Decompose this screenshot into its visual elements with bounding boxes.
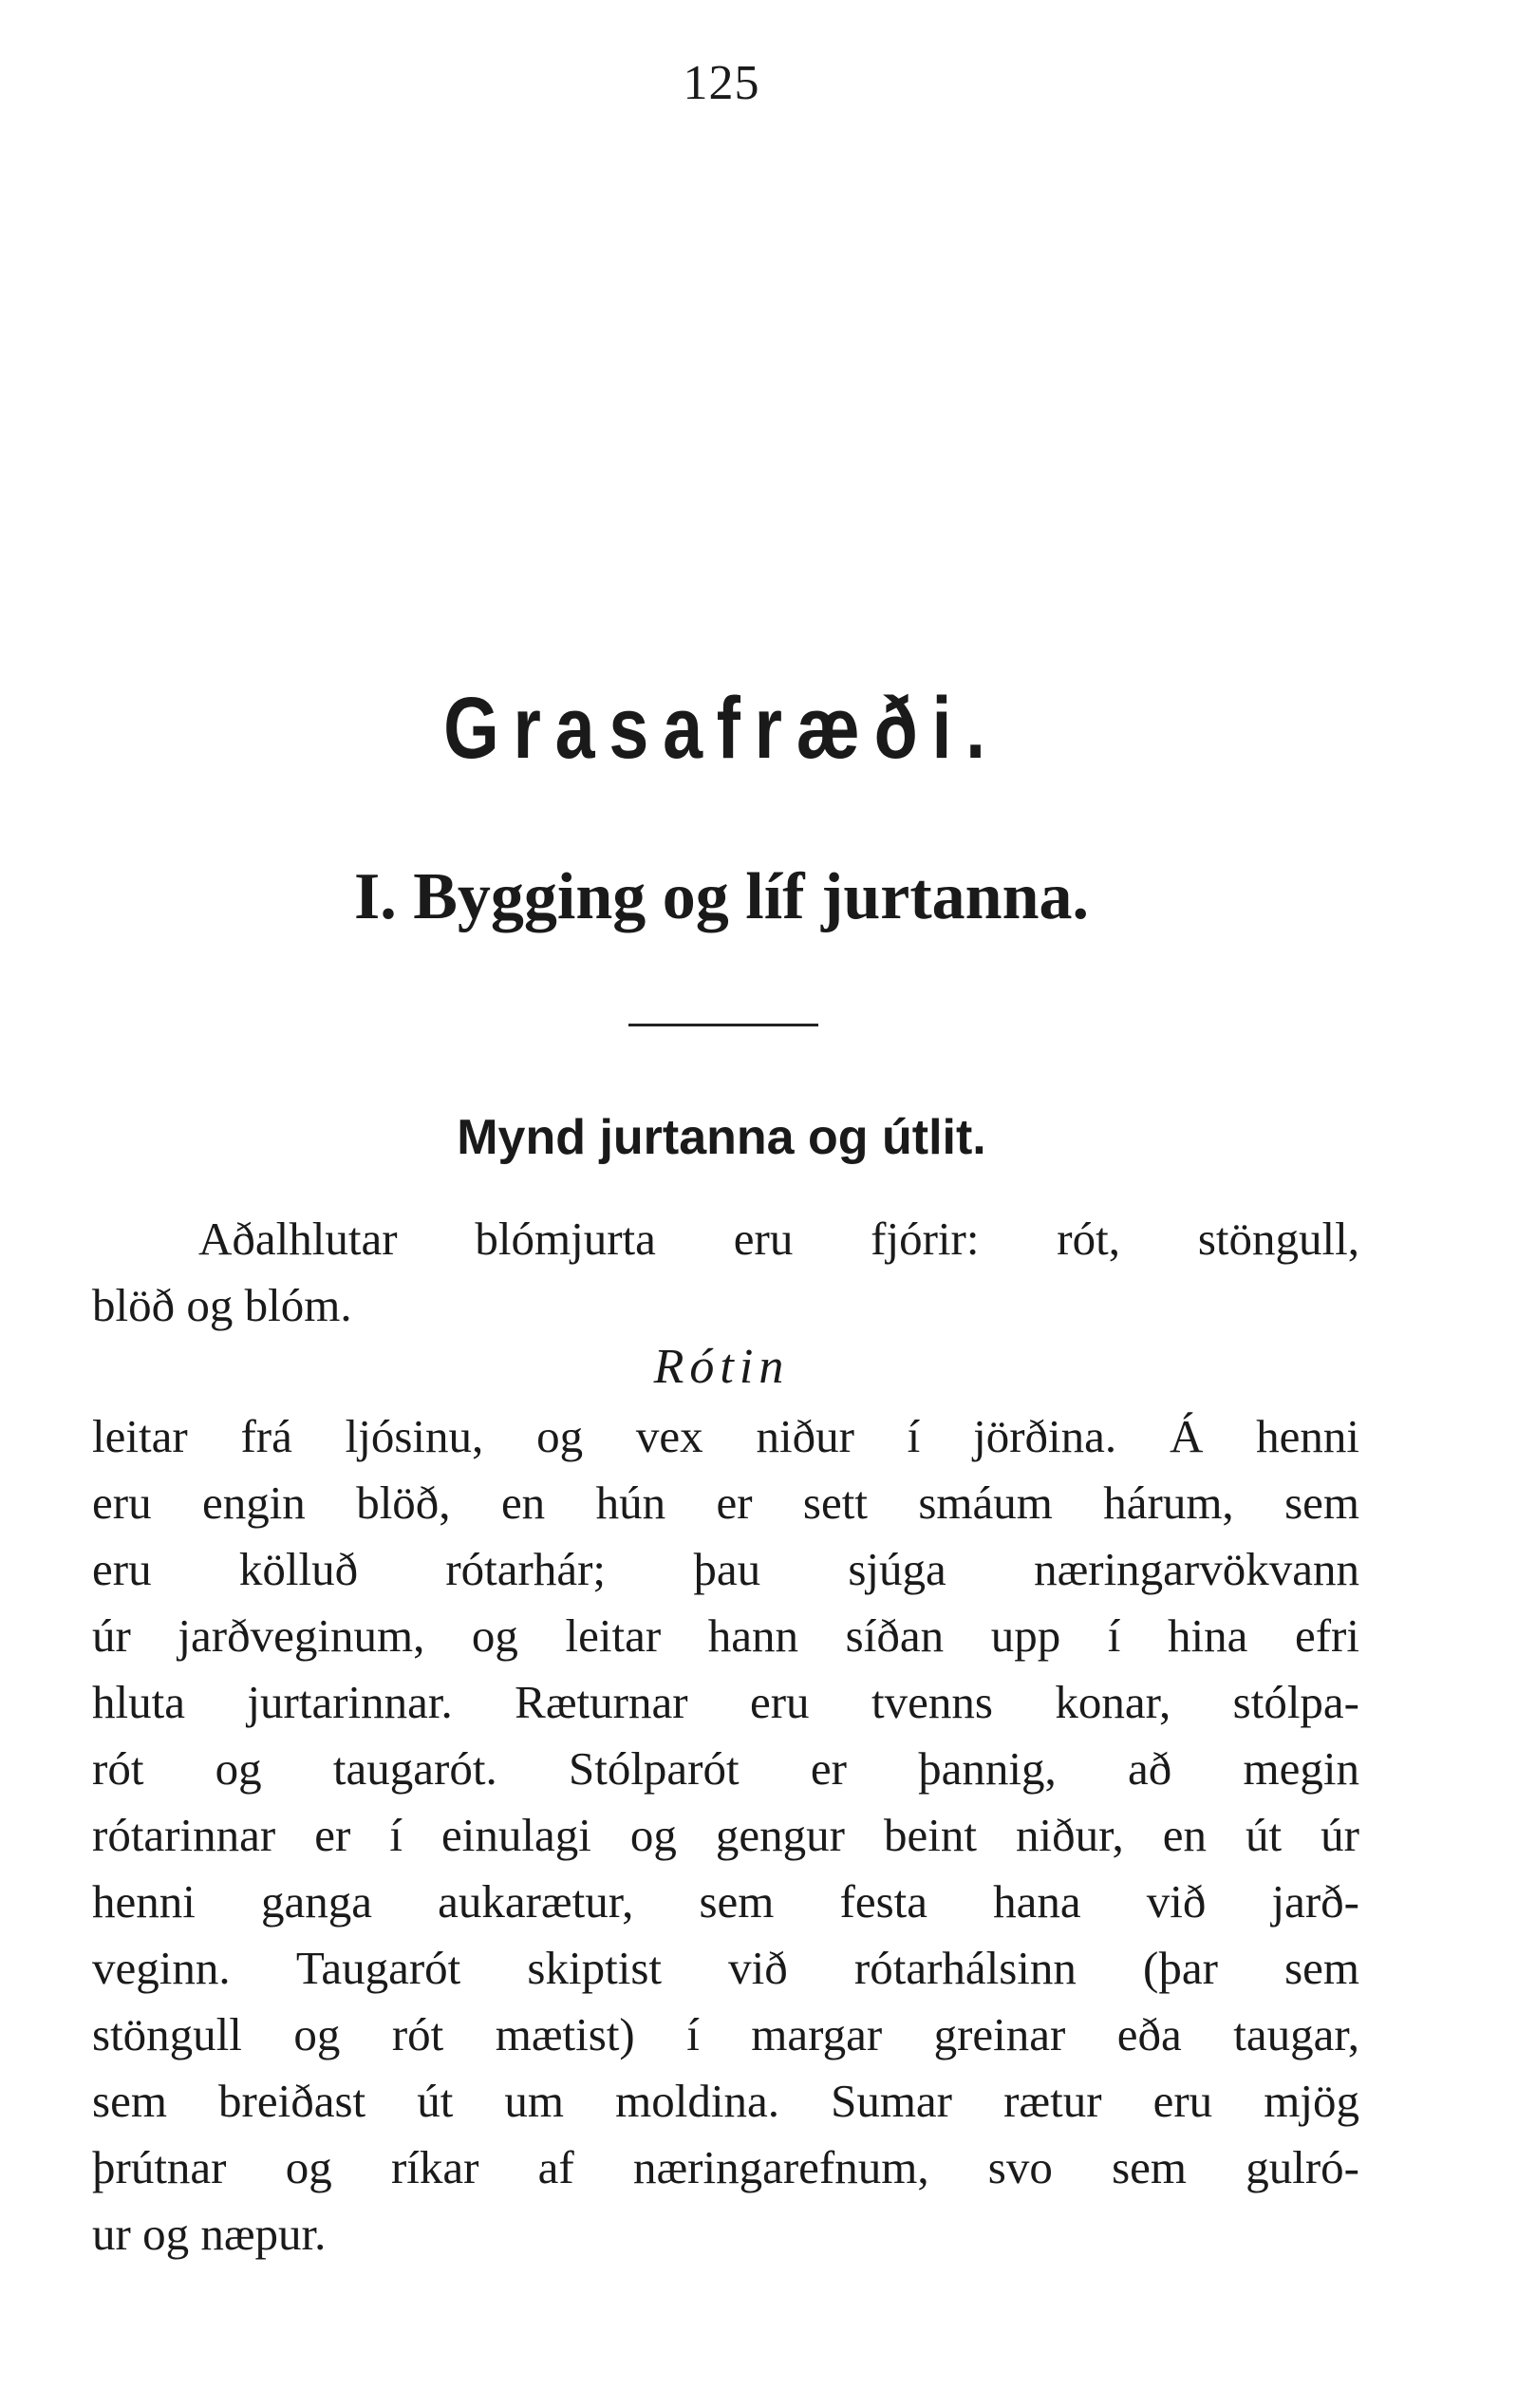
section-title: I. Bygging og líf jurtanna. bbox=[354, 860, 1089, 933]
body-paragraph bbox=[92, 1403, 1359, 2267]
text-line: leitar frá ljósinu, og vex niður í jörðina. Á henni bbox=[92, 1410, 1359, 1462]
text-line: ur og næpur. bbox=[92, 2208, 327, 2260]
text-line: henni ganga aukarætur, sem festa hana við jarð- bbox=[92, 1875, 1359, 1928]
intro-paragraph bbox=[92, 1206, 1359, 1339]
text-line: eru kölluð rótarhár; þau sjúga næringarvökvann bbox=[92, 1543, 1359, 1595]
text-line: rótarinnar er í einulagi og gengur beint niður, en út úr bbox=[92, 1809, 1359, 1861]
divider-rule bbox=[628, 1024, 818, 1026]
page-title: Grasafræði. bbox=[443, 680, 1000, 777]
text-line: rót og taugarót. Stólparót er þannig, að megin bbox=[92, 1742, 1359, 1795]
text-line: sem breiðast út um moldina. Sumar rætur eru mjög bbox=[92, 2075, 1359, 2127]
subsection-title: Rótin bbox=[653, 1340, 790, 1394]
text-line: Aðalhlutar blómjurta eru fjórir: rót, stöngull, bbox=[198, 1213, 1359, 1265]
text-line: hluta jurtarinnar. Ræturnar eru tvenns konar, stólpa- bbox=[92, 1676, 1359, 1728]
subheading: Mynd jurtanna og útlit. bbox=[457, 1110, 986, 1165]
text-line: veginn. Taugarót skiptist við rótarhálsinn (þar sem bbox=[92, 1942, 1359, 1994]
text-line: eru engin blöð, en hún er sett smáum hárum, sem bbox=[92, 1477, 1359, 1529]
text-line: úr jarðveginum, og leitar hann síðan upp í hina efri bbox=[92, 1609, 1359, 1662]
text-line: stöngull og rót mætist) í margar greinar eða taugar, bbox=[92, 2008, 1359, 2060]
text-line: blöð og blóm. bbox=[92, 1279, 352, 1331]
text-line: þrútnar og ríkar af næringarefnum, svo sem gulró- bbox=[92, 2141, 1359, 2193]
page-number: 125 bbox=[683, 56, 760, 110]
